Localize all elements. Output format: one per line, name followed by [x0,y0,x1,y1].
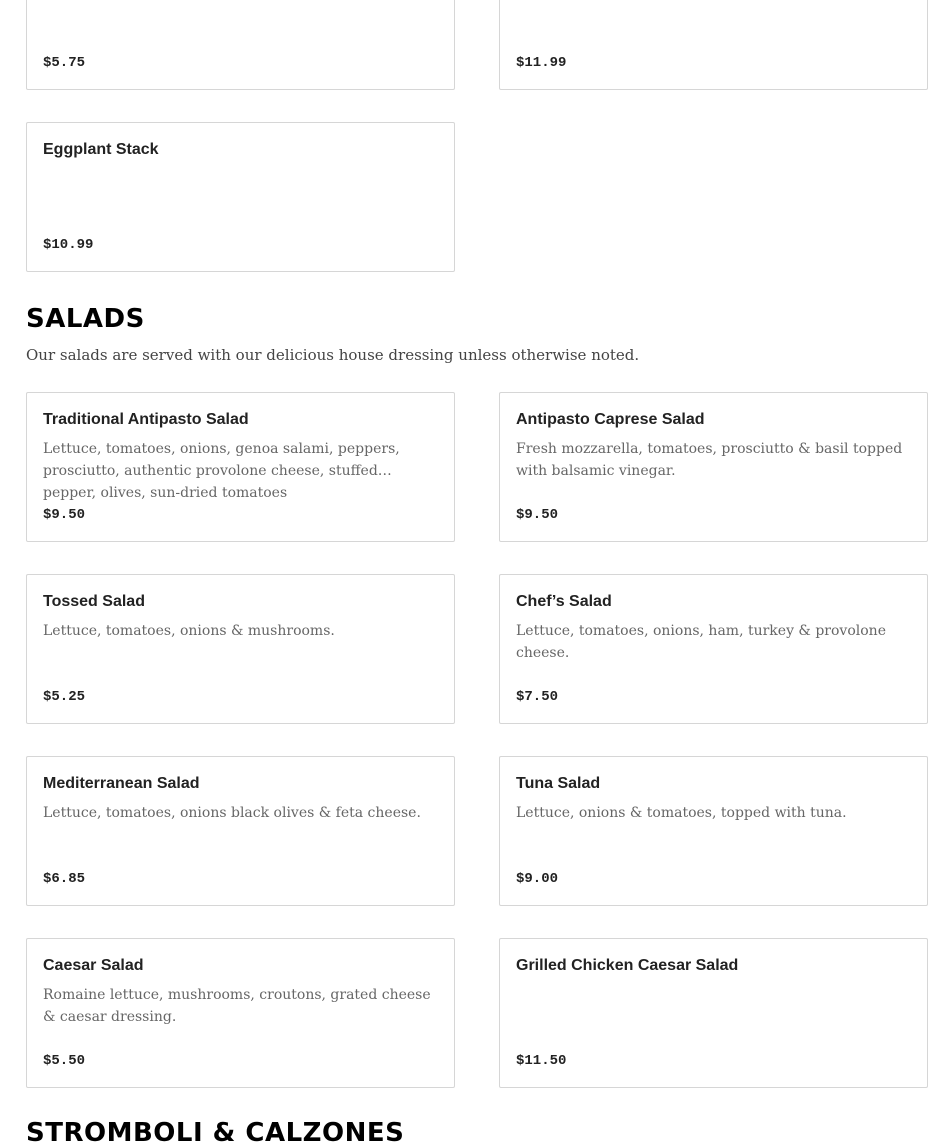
menu-item-price: $9.50 [516,507,559,523]
menu-item-name: Caesar Salad [43,957,144,974]
menu-item-name: Mediterranean Salad [43,775,200,792]
menu-item-price: $11.99 [516,55,567,71]
menu-item-card[interactable] [26,756,455,906]
menu-item-price: $5.75 [43,55,86,71]
menu-item-description: Fresh mozzarella, tomatoes, prosciutto & basil topped with balsamic vinegar. [516,441,903,479]
menu-item-name: Antipasto Caprese Salad [516,411,705,428]
menu-item-card[interactable] [499,392,928,542]
menu-item-price: $9.00 [516,871,559,887]
menu-item-card[interactable] [26,392,455,542]
menu-item-description: Lettuce, tomatoes, onions, genoa salami, peppers, prosciutto, authentic provolone cheese, stuffed pepper, olives, sun-dried tomatoes [43,441,400,501]
menu-item-price: $6.85 [43,871,86,887]
menu-item-card[interactable] [499,0,928,90]
menu-item-name: Tossed Salad [43,593,145,610]
menu-item-name: Chef’s Salad [516,593,612,610]
menu-item-price: $9.50 [43,507,86,523]
section-title: STROMBOLI & CALZONES [26,1118,405,1148]
menu-item-price: $11.50 [516,1053,567,1069]
section-title: SALADS [26,304,145,334]
menu-item-card[interactable] [26,574,455,724]
menu-item-price: $5.50 [43,1053,86,1069]
menu-item-description: Lettuce, tomatoes, onions, ham, turkey & provolone cheese. [516,623,886,661]
menu-item-description: Lettuce, tomatoes, onions black olives & feta cheese. [43,805,421,821]
section-subtitle: Our salads are served with our delicious house dressing unless otherwise noted. [26,346,640,364]
menu-item-card[interactable] [26,122,455,272]
menu-item-price: $10.99 [43,237,94,253]
menu-item-description: Lettuce, tomatoes, onions & mushrooms. [43,623,335,639]
menu-item-card[interactable] [499,756,928,906]
menu-item-price: $7.50 [516,689,559,705]
menu-item-card[interactable] [499,938,928,1088]
menu-item-name: Grilled Chicken Caesar Salad [516,957,739,974]
menu-item-card[interactable] [499,574,928,724]
menu-item-name: Eggplant Stack [43,141,159,158]
menu-item-name: Tuna Salad [516,775,601,792]
menu-item-price: $5.25 [43,689,86,705]
menu-item-card[interactable] [26,938,455,1088]
menu-item-description: Romaine lettuce, mushrooms, croutons, grated cheese & caesar dressing. [43,987,431,1025]
menu-item-description: Lettuce, onions & tomatoes, topped with tuna. [516,805,847,821]
menu-item-name: Traditional Antipasto Salad [43,411,249,428]
menu-item-card[interactable] [26,0,455,90]
